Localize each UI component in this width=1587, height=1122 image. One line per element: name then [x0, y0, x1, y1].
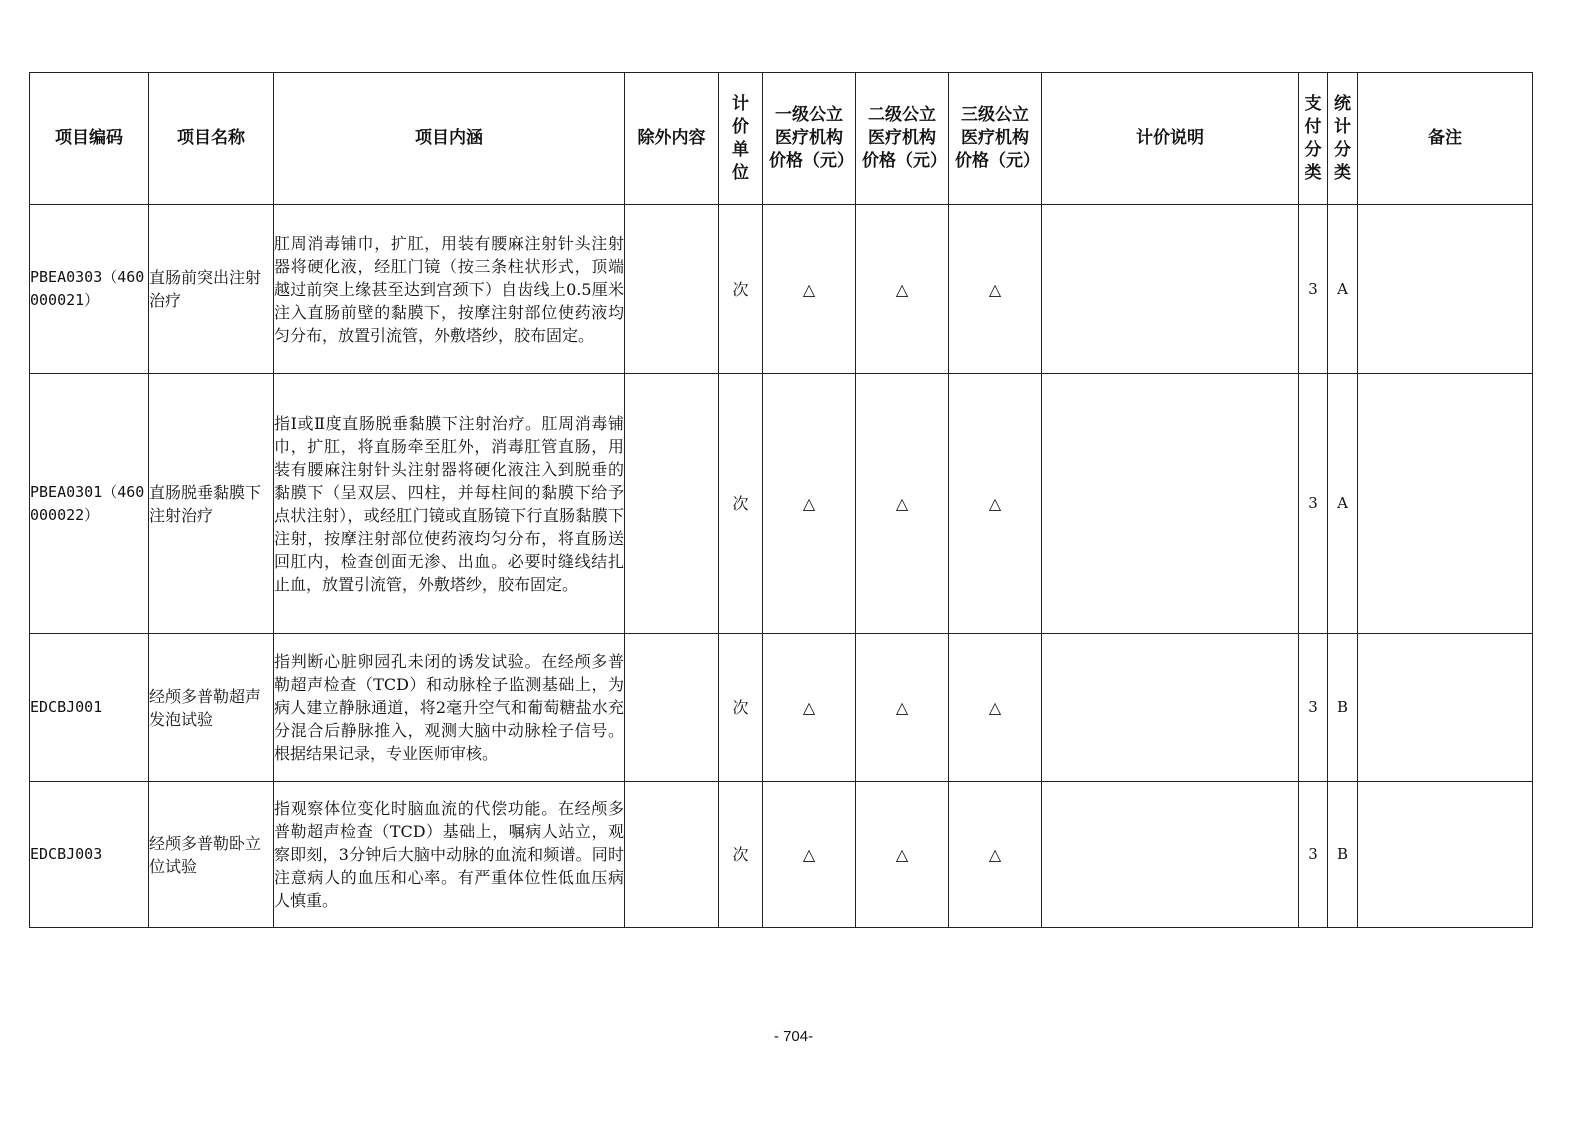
header-payment-class [1299, 73, 1328, 205]
item-stat-class: B [1328, 634, 1358, 782]
item-price-level1: △ [763, 634, 856, 782]
item-exclusions [625, 782, 719, 928]
header-level3-price [949, 73, 1042, 205]
item-payment-class: 3 [1299, 205, 1328, 374]
item-pricing-note [1042, 205, 1299, 374]
header-stat-class [1328, 73, 1358, 205]
header-name: 项目名称 [149, 73, 274, 205]
header-pricing-note: 计价说明 [1042, 73, 1299, 205]
item-code: PBEA0303（460000021） [30, 205, 149, 374]
item-code: PBEA0301（460000022） [30, 374, 149, 634]
header-stat-label: 统计分类 [1334, 93, 1351, 183]
item-name: 直肠脱垂黏膜下注射治疗 [149, 374, 274, 634]
item-remarks [1358, 374, 1533, 634]
item-price-level2: △ [856, 374, 949, 634]
item-remarks [1358, 205, 1533, 374]
item-payment-class: 3 [1299, 782, 1328, 928]
item-price-level3: △ [949, 782, 1042, 928]
item-content: 指观察体位变化时脑血流的代偿功能。在经颅多普勒超声检查（TCD）基础上，嘱病人站立，观察即刻，3分钟后大脑中动脉的血流和频谱。同时注意病人的血压和心率。有严重体位性低血压病人慎重。 [274, 782, 625, 928]
item-name: 直肠前突出注射治疗 [149, 205, 274, 374]
item-name: 经颅多普勒卧立位试验 [149, 782, 274, 928]
item-content: 指Ⅰ或Ⅱ度直肠脱垂黏膜下注射治疗。肛周消毒铺巾，扩肛，将直肠牵至肛外，消毒肛管直肠，用装有腰麻注射针头注射器将硬化液注入到脱垂的黏膜下（呈双层、四柱，并每柱间的黏膜下给予点状注射），或经肛门镜或直肠镜下行直肠黏膜下注射，按摩注射部位使药液均匀分布，将直肠送回肛内，检查创面无渗、出血。必要时缝线结扎止血，放置引流管，外敷塔纱，胶布固定。 [274, 374, 625, 634]
item-price-level2: △ [856, 205, 949, 374]
header-remarks: 备注 [1358, 73, 1533, 205]
fee-schedule-table [29, 72, 1533, 928]
item-price-level3: △ [949, 205, 1042, 374]
item-name: 经颅多普勒超声发泡试验 [149, 634, 274, 782]
item-pricing-note [1042, 634, 1299, 782]
item-content: 肛周消毒铺巾，扩肛，用装有腰麻注射针头注射器将硬化液，经肛门镜（按三条柱状形式，顶端越过前突上缘甚至达到宫颈下）自齿线上0.5厘米注入直肠前壁的黏膜下，按摩注射部位使药液均匀分布，放置引流管，外敷塔纱，胶布固定。 [274, 205, 625, 374]
item-payment-class: 3 [1299, 374, 1328, 634]
item-stat-class: A [1328, 374, 1358, 634]
table-row [30, 205, 1533, 374]
item-code: EDCBJ001 [30, 634, 149, 782]
header-level1-label: 一级公立医疗机构价格（元） [769, 105, 854, 171]
item-content: 指判断心脏卵园孔未闭的诱发试验。在经颅多普勒超声检查（TCD）和动脉栓子监测基础上，为病人建立静脉通道，将2毫升空气和葡萄糖盐水充分混合后静脉推入，观测大脑中动脉栓子信号。根据结果记录，专业医师审核。 [274, 634, 625, 782]
header-unit [719, 73, 763, 205]
header-exclusions: 除外内容 [625, 73, 719, 205]
item-price-level1: △ [763, 782, 856, 928]
item-code: EDCBJ003 [30, 782, 149, 928]
header-content: 项目内涵 [274, 73, 625, 205]
page-number: - 704- [773, 1028, 814, 1045]
item-price-level2: △ [856, 634, 949, 782]
header-payment-label: 支付分类 [1304, 93, 1322, 183]
item-price-level1: △ [763, 205, 856, 374]
header-level1-price [763, 73, 856, 205]
item-exclusions [625, 374, 719, 634]
item-payment-class: 3 [1299, 634, 1328, 782]
item-price-level3: △ [949, 374, 1042, 634]
header-level2-label: 二级公立医疗机构价格（元） [862, 105, 947, 171]
item-unit: 次 [719, 205, 763, 374]
item-remarks [1358, 634, 1533, 782]
item-pricing-note [1042, 782, 1299, 928]
table-row [30, 374, 1533, 634]
header-code: 项目编码 [30, 73, 149, 205]
item-exclusions [625, 634, 719, 782]
table-row [30, 634, 1533, 782]
item-stat-class: A [1328, 205, 1358, 374]
header-level2-price [856, 73, 949, 205]
header-level3-label: 三级公立医疗机构价格（元） [955, 105, 1040, 171]
item-exclusions [625, 205, 719, 374]
item-unit: 次 [719, 374, 763, 634]
item-remarks [1358, 782, 1533, 928]
item-price-level2: △ [856, 782, 949, 928]
header-unit-label: 计价单位 [732, 93, 749, 183]
item-unit: 次 [719, 782, 763, 928]
table-row [30, 782, 1533, 928]
item-unit: 次 [719, 634, 763, 782]
item-pricing-note [1042, 374, 1299, 634]
item-price-level3: △ [949, 634, 1042, 782]
item-stat-class: B [1328, 782, 1358, 928]
header-row [30, 73, 1533, 205]
item-price-level1: △ [763, 374, 856, 634]
